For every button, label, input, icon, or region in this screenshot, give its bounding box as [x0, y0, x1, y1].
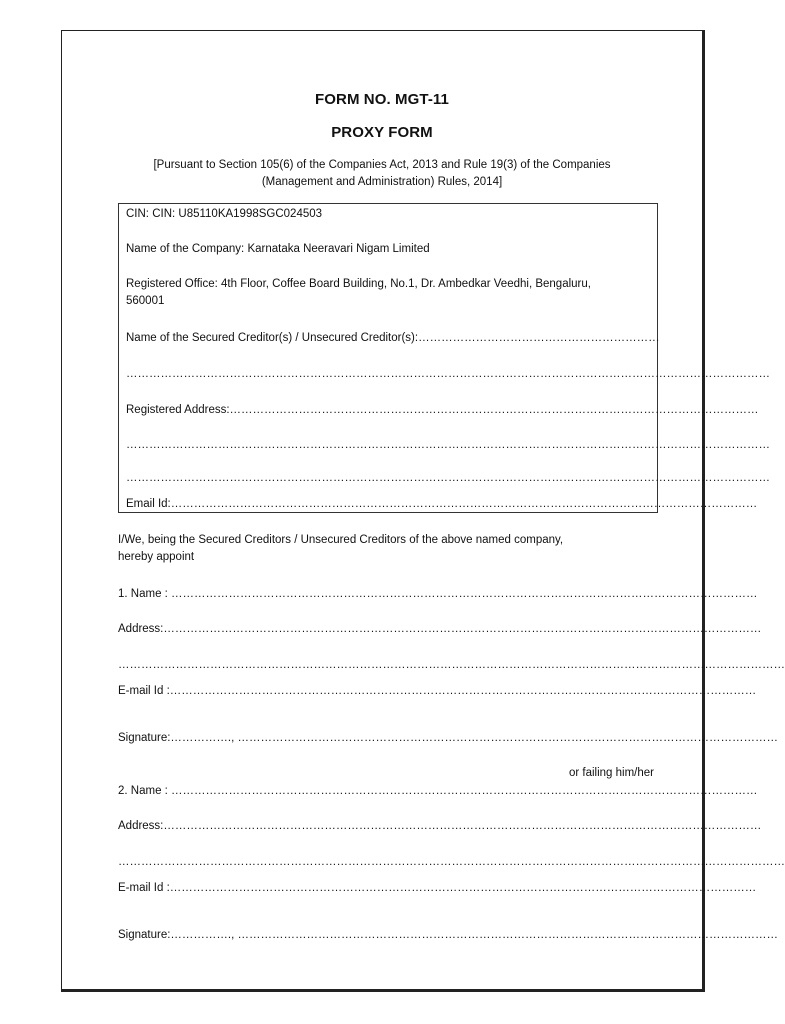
- email-id-field: Email Id:………………………………………………………………………………………………………………………………………: [126, 498, 758, 510]
- proxy-2-signature-field: Signature:……………., ……………………………………………………………………………………………………………………………: [118, 929, 779, 941]
- appointment-intro-line-1: I/We, being the Secured Creditors / Unsecured Creditors of the above named company,: [118, 534, 564, 546]
- creditor-name-blank-line: ……………………………………………………………………………………………………………………………………………………: [126, 368, 770, 380]
- form-subtitle: PROXY FORM: [331, 124, 433, 141]
- proxy-1-name-field: 1. Name : ………………………………………………………………………………………………………………………………………: [118, 588, 758, 600]
- proxy-1-address-blank-line: …………………………………………………………………………………………………………………………………………………………: [118, 659, 785, 671]
- or-failing-text: or failing him/her: [568, 767, 654, 779]
- pursuant-line-2: (Management and Administration) Rules, 2014]: [261, 176, 503, 188]
- proxy-2-address-field: Address:…………………………………………………………………………………………………………………………………………: [118, 820, 762, 832]
- cin-text: CIN: CIN: U85110KA1998SGC024503: [126, 208, 323, 220]
- proxy-1-signature-field: Signature:……………., ……………………………………………………………………………………………………………………………: [118, 732, 779, 744]
- appointment-intro-line-2: hereby appoint: [118, 551, 195, 563]
- proxy-2-email-field: E-mail Id :………………………………………………………………………………………………………………………………………: [118, 882, 757, 894]
- company-name-text: Name of the Company: Karnataka Neeravari Nigam Limited: [126, 243, 430, 255]
- document-page: [61, 30, 785, 992]
- registered-address-blank-line-2: ……………………………………………………………………………………………………………………………………………………: [126, 472, 770, 484]
- creditor-name-field: Name of the Secured Creditor(s) / Unsecured Creditor(s):………………………………………………………: [126, 332, 660, 344]
- registered-office-line-2: 560001: [126, 295, 165, 307]
- proxy-1-email-field: E-mail Id :………………………………………………………………………………………………………………………………………: [118, 685, 757, 697]
- proxy-2-address-blank-line: …………………………………………………………………………………………………………………………………………………………: [118, 856, 785, 868]
- registered-office-line-1: Registered Office: 4th Floor, Coffee Board Building, No.1, Dr. Ambedkar Veedhi, Bengaluru,: [126, 278, 591, 290]
- registered-address-field: Registered Address:…………………………………………………………………………………………………………………………: [126, 404, 759, 416]
- pursuant-line-1: [Pursuant to Section 105(6) of the Companies Act, 2013 and Rule 19(3) of the Companies: [153, 159, 611, 171]
- proxy-1-address-field: Address:…………………………………………………………………………………………………………………………………………: [118, 623, 762, 635]
- registered-address-blank-line-1: ……………………………………………………………………………………………………………………………………………………: [126, 439, 770, 451]
- company-details-box: [118, 203, 770, 513]
- proxy-2-name-field: 2. Name : ………………………………………………………………………………………………………………………………………: [118, 785, 758, 797]
- form-number-title: FORM NO. MGT-11: [314, 91, 449, 108]
